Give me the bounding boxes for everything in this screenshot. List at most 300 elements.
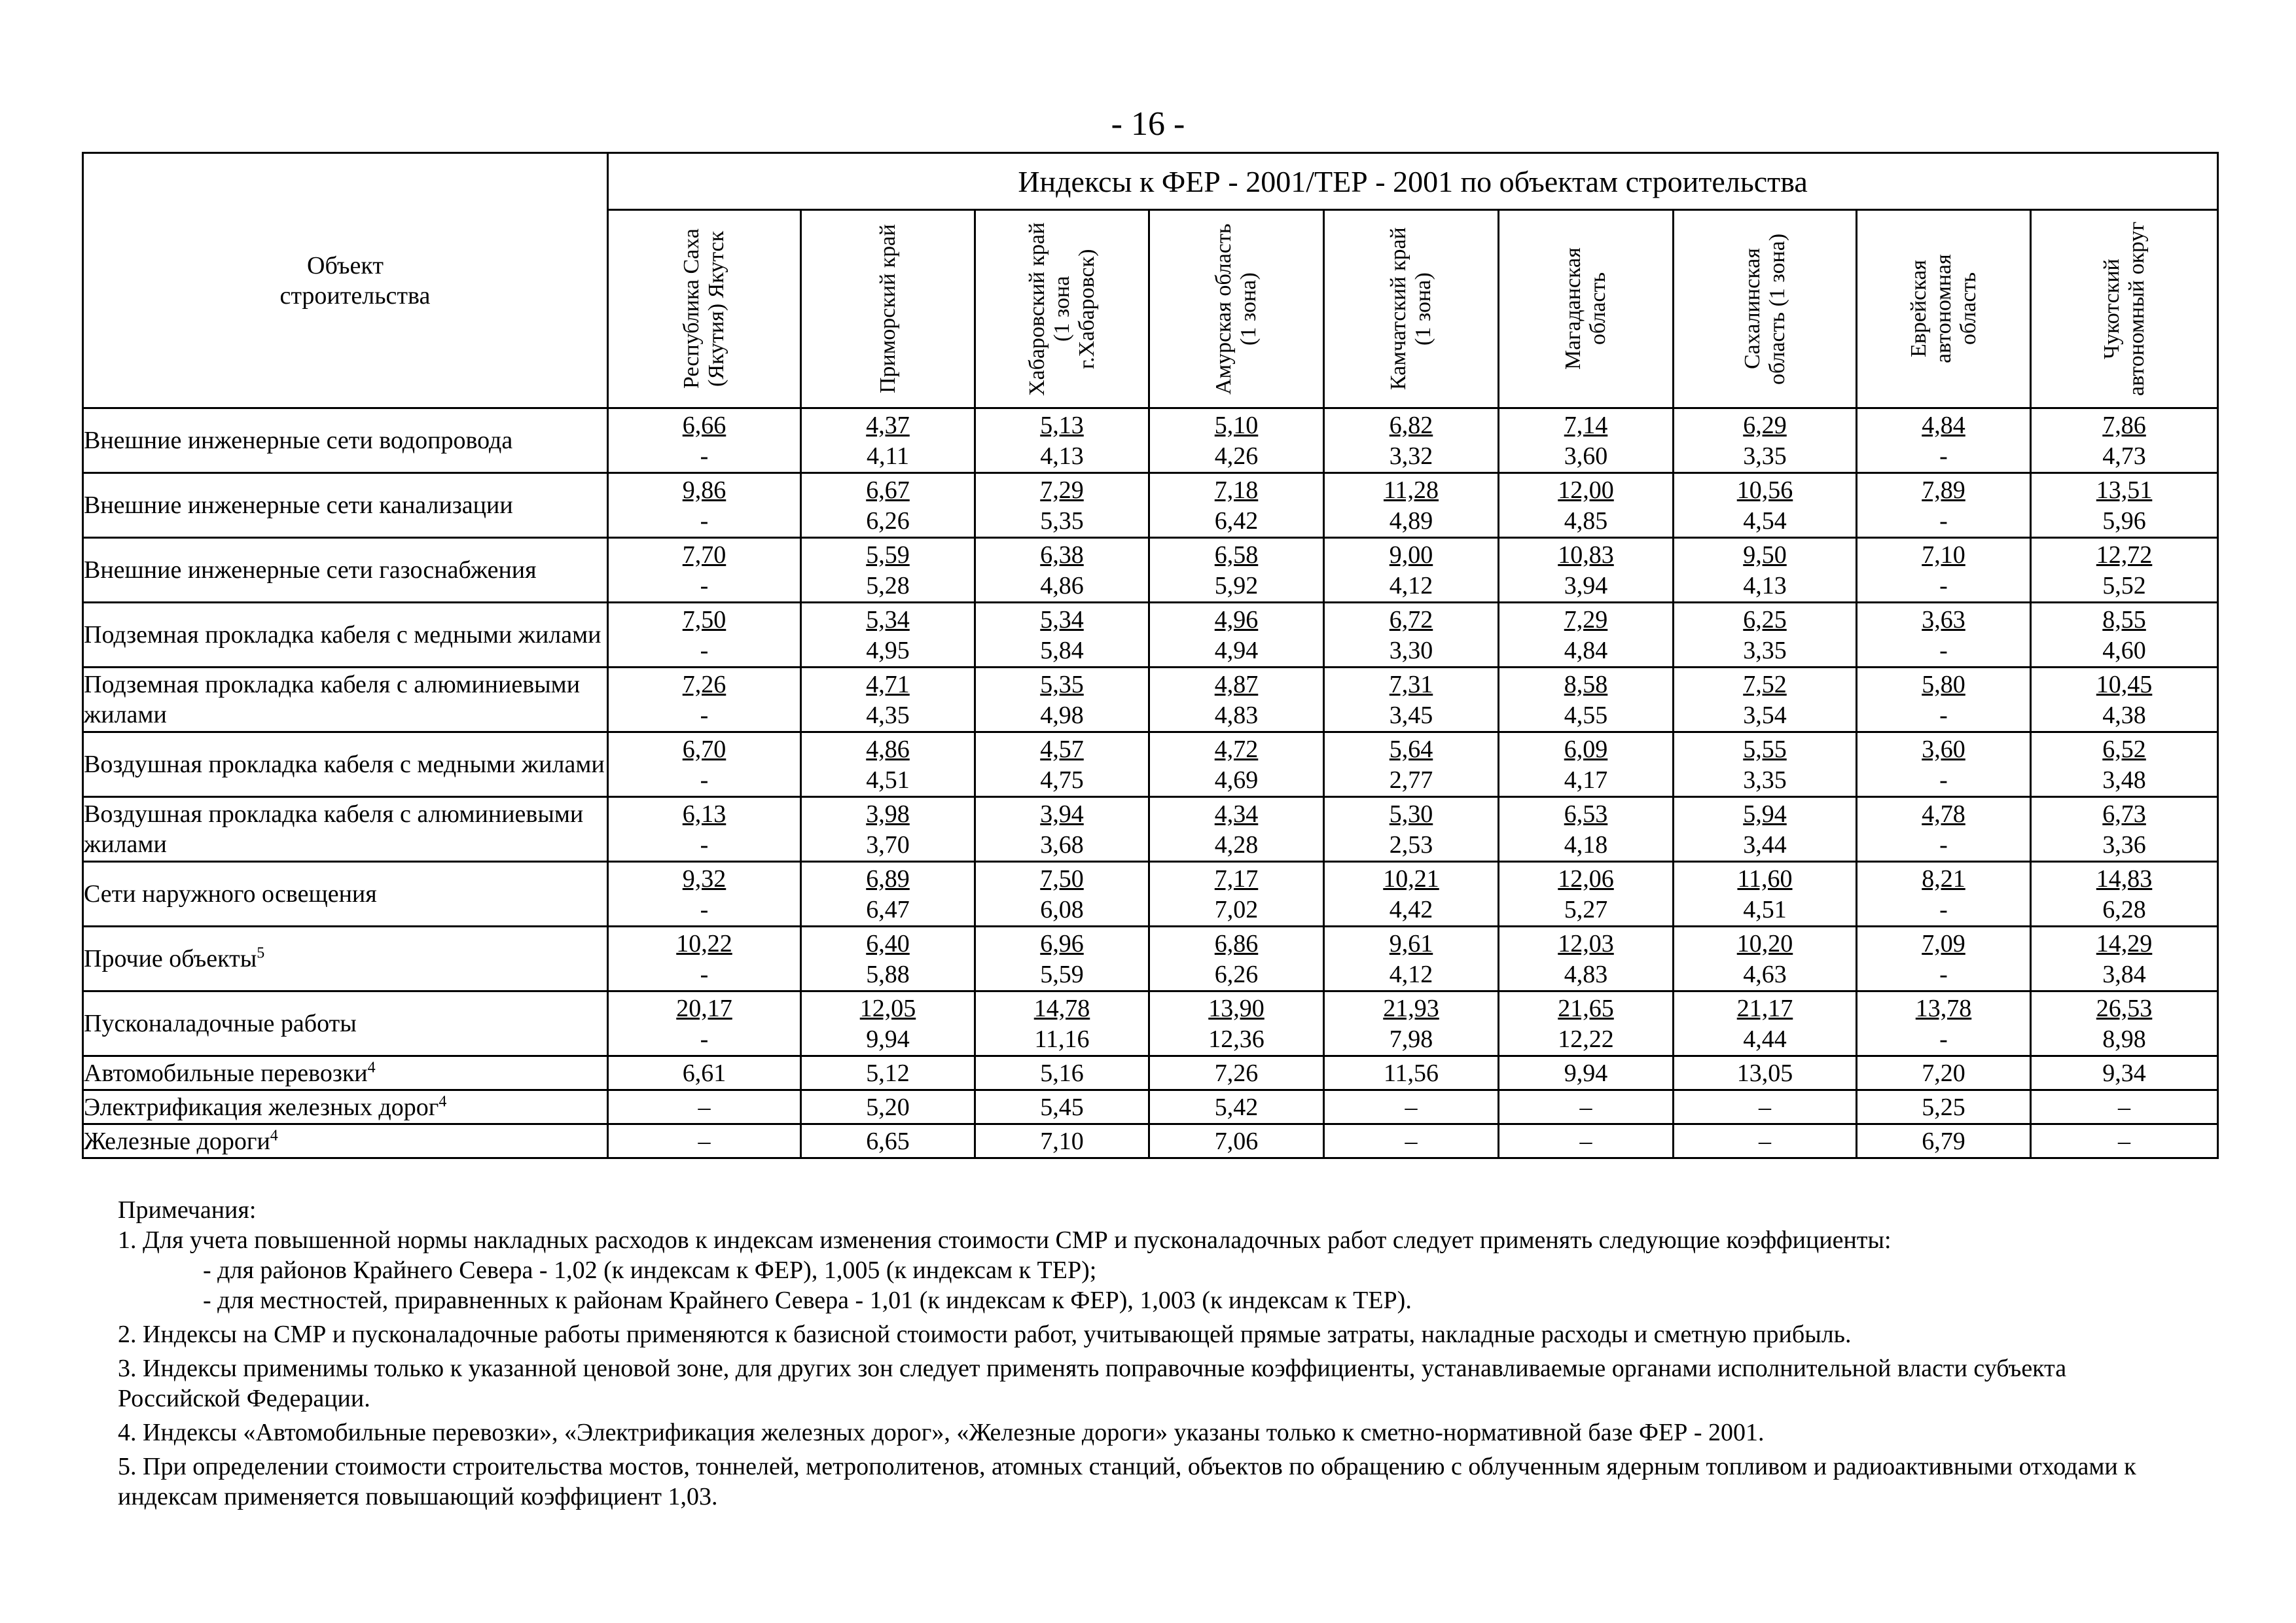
fer-value: 7,52: [1743, 671, 1787, 698]
index-cell: –: [608, 1124, 801, 1158]
row-name-text: Пусконаладочные работы: [84, 1010, 357, 1037]
footnote-mark: 4: [367, 1058, 376, 1076]
fer-value: 10,22: [676, 930, 732, 957]
row-name-text: Электрификация железных дорог: [84, 1093, 439, 1121]
fer-value: 8,58: [1564, 671, 1608, 698]
footnote-mark: 5: [257, 944, 265, 962]
row-name: [83, 668, 608, 732]
fer-value: 6,67: [866, 476, 910, 504]
ter-value: 6,42: [1214, 507, 1259, 535]
index-cell: [1324, 668, 1499, 732]
index-cell: [608, 473, 801, 538]
ter-value: 6,26: [1214, 961, 1259, 988]
fer-value: 21,93: [1383, 995, 1439, 1022]
ter-value: -: [700, 637, 709, 664]
ter-value: 6,08: [1040, 896, 1084, 923]
index-cell: [801, 668, 975, 732]
ter-value: 4,55: [1564, 702, 1608, 729]
index-cell: [801, 862, 975, 927]
fer-value: 6,73: [2102, 800, 2146, 828]
ter-value: 3,35: [1743, 766, 1787, 794]
row-name-text: Подземная прокладка кабеля с медными жилами: [84, 621, 601, 649]
ter-value: 3,35: [1743, 637, 1787, 664]
ter-value: 5,59: [1040, 961, 1084, 988]
fer-value: 11,60: [1737, 865, 1793, 893]
row-name: [83, 1056, 608, 1090]
index-cell: [801, 797, 975, 862]
fer-value: 4,37: [866, 412, 910, 439]
region-header: [1857, 210, 2031, 408]
table-row: [83, 732, 2218, 797]
index-cell: [1149, 603, 1324, 668]
fer-value: 10,83: [1558, 541, 1614, 569]
fer-value: 4,96: [1214, 606, 1259, 633]
region-header-text: Амурская область (1 зона): [1211, 223, 1261, 395]
ter-value: -: [1939, 572, 1948, 599]
ter-value: 4,51: [1743, 896, 1787, 923]
index-cell: [975, 862, 1149, 927]
ter-value: -: [1939, 637, 1948, 664]
fer-value: 7,17: [1214, 865, 1259, 893]
ter-value: 4,11: [866, 442, 910, 470]
fer-value: 3,98: [866, 800, 910, 828]
index-cell: [2031, 603, 2218, 668]
ter-value: 5,88: [866, 961, 910, 988]
row-name-text: Внешние инженерные сети газоснабжения: [84, 556, 537, 584]
fer-value: 6,72: [1389, 606, 1433, 633]
ter-value: 3,35: [1743, 442, 1787, 470]
notes-section: [118, 1195, 2186, 1512]
ter-value: 6,26: [866, 507, 910, 535]
fer-value: 7,70: [682, 541, 726, 569]
ter-value: 5,27: [1564, 896, 1608, 923]
notes-title: Примечания:: [118, 1196, 257, 1224]
index-cell: [975, 473, 1149, 538]
index-cell: 9,94: [1499, 1056, 1674, 1090]
ter-value: 5,96: [2102, 507, 2146, 535]
index-cell: [975, 927, 1149, 991]
fer-value: 6,29: [1743, 412, 1787, 439]
fer-value: 14,83: [2096, 865, 2153, 893]
index-cell: 9,34: [2031, 1056, 2218, 1090]
row-name: [83, 991, 608, 1056]
fer-value: 5,55: [1743, 736, 1787, 763]
index-cell: [1674, 991, 1857, 1056]
row-name: [83, 862, 608, 927]
ter-value: 2,77: [1389, 766, 1433, 794]
index-cell: [1324, 538, 1499, 603]
index-cell: [1149, 668, 1324, 732]
ter-value: -: [700, 1026, 709, 1053]
fer-value: 4,71: [866, 671, 910, 698]
table-row: [83, 927, 2218, 991]
index-cell: [801, 408, 975, 473]
row-name-text: Железные дороги: [84, 1127, 270, 1155]
index-cell: [2031, 732, 2218, 797]
table-row: [83, 1056, 2218, 1090]
ter-value: 3,44: [1743, 831, 1787, 859]
index-cell: [608, 991, 801, 1056]
index-cell: 7,20: [1857, 1056, 2031, 1090]
fer-value: 7,10: [1922, 541, 1965, 569]
index-cell: –: [1499, 1090, 1674, 1124]
ter-value: 4,73: [2102, 442, 2146, 470]
ter-value: 4,17: [1564, 766, 1608, 794]
index-cell: [975, 732, 1149, 797]
fer-value: 9,61: [1389, 930, 1433, 957]
fer-value: 9,00: [1389, 541, 1433, 569]
fer-value: 10,20: [1736, 930, 1793, 957]
index-cell: [1324, 732, 1499, 797]
ter-value: 4,26: [1214, 442, 1259, 470]
index-cell: 7,06: [1149, 1124, 1324, 1158]
ter-value: -: [700, 572, 709, 599]
index-cell: [975, 797, 1149, 862]
fer-value: 4,87: [1214, 671, 1259, 698]
ter-value: 4,42: [1389, 896, 1433, 923]
ter-value: 3,60: [1564, 442, 1608, 470]
page-number: - 16 -: [1111, 105, 1185, 143]
index-cell: [1324, 797, 1499, 862]
index-cell: [1857, 732, 2031, 797]
index-cell: [1499, 927, 1674, 991]
ter-value: -: [700, 442, 709, 470]
index-cell: [1149, 473, 1324, 538]
index-cell: [1499, 797, 1674, 862]
note-2: 2. Индексы на СМР и пусконаладочные работы применяются к базисной стоимости работ, учитывающей прямые затраты, накладные расходы и сметную прибыль.: [118, 1321, 1852, 1348]
fer-value: 5,59: [866, 541, 910, 569]
ter-value: 4,12: [1389, 961, 1433, 988]
fer-value: 9,86: [682, 476, 726, 504]
table-row: [83, 862, 2218, 927]
ter-value: -: [700, 766, 709, 794]
region-header-text: Республика Саха (Якутия) Якутск: [679, 228, 728, 389]
ter-value: 4,35: [866, 702, 910, 729]
index-cell: –: [1324, 1090, 1499, 1124]
ter-value: 7,02: [1214, 896, 1259, 923]
ter-value: 4,13: [1040, 442, 1084, 470]
index-cell: [1499, 538, 1674, 603]
ter-value: 4,85: [1564, 507, 1608, 535]
index-cell: [608, 797, 801, 862]
fer-value: 8,21: [1922, 865, 1965, 893]
row-name-text: Внешние инженерные сети канализации: [84, 491, 513, 519]
table-row: [83, 538, 2218, 603]
index-cell: 5,25: [1857, 1090, 2031, 1124]
fer-value: 13,90: [1208, 995, 1265, 1022]
index-cell: [1674, 473, 1857, 538]
ter-value: 4,13: [1743, 572, 1787, 599]
index-cell: [1857, 991, 2031, 1056]
index-cell: [801, 603, 975, 668]
index-cell: –: [2031, 1090, 2218, 1124]
index-cell: 6,79: [1857, 1124, 2031, 1158]
fer-value: 5,13: [1040, 412, 1084, 439]
ter-value: 4,95: [866, 637, 910, 664]
region-header-text: Хабаровский край (1 зона г.Хабаровск): [1024, 222, 1099, 396]
fer-value: 9,32: [682, 865, 726, 893]
note-1b: - для местностей, приравненных к районам Крайнего Севера - 1,01 (к индексам к ФЕР), 1,003 (к индексам к ТЕР).: [203, 1287, 1412, 1314]
index-cell: [608, 603, 801, 668]
ter-value: 6,47: [866, 896, 910, 923]
note-4: 4. Индексы «Автомобильные перевозки», «Электрификация железных дорог», «Железные дороги» указаны только к сметно-нормативной базе ФЕР - 2001.: [118, 1419, 1765, 1446]
fer-value: 10,45: [2096, 671, 2153, 698]
fer-value: 12,00: [1558, 476, 1614, 504]
index-cell: [1857, 603, 2031, 668]
index-cell: 5,16: [975, 1056, 1149, 1090]
index-cell: 7,26: [1149, 1056, 1324, 1090]
index-cell: [608, 538, 801, 603]
fer-value: 5,34: [866, 606, 910, 633]
region-header: [2031, 210, 2218, 408]
ter-value: 4,28: [1214, 831, 1259, 859]
ter-value: 4,63: [1743, 961, 1787, 988]
index-cell: 5,12: [801, 1056, 975, 1090]
fer-value: 6,70: [682, 736, 726, 763]
ter-value: -: [1939, 961, 1948, 988]
index-cell: [801, 732, 975, 797]
index-cell: [1674, 408, 1857, 473]
ter-value: -: [1939, 702, 1948, 729]
footnote-mark: 4: [439, 1092, 447, 1110]
fer-value: 5,10: [1214, 412, 1259, 439]
index-cell: [2031, 862, 2218, 927]
index-cell: 13,05: [1674, 1056, 1857, 1090]
row-name: [83, 927, 608, 991]
ter-value: -: [700, 831, 709, 859]
ter-value: 4,51: [866, 766, 910, 794]
ter-value: -: [1939, 766, 1948, 794]
index-cell: [2031, 538, 2218, 603]
ter-value: 4,94: [1214, 637, 1259, 664]
ter-value: 4,38: [2102, 702, 2146, 729]
ter-value: -: [700, 507, 709, 535]
ter-value: 3,32: [1389, 442, 1433, 470]
index-cell: [1324, 603, 1499, 668]
index-cell: 5,42: [1149, 1090, 1324, 1124]
ter-value: 3,84: [2102, 961, 2146, 988]
ter-value: 4,12: [1389, 572, 1433, 599]
index-cell: [1149, 927, 1324, 991]
index-cell: [975, 668, 1149, 732]
table-row: [83, 603, 2218, 668]
region-header: [1149, 210, 1324, 408]
index-cell: [1674, 862, 1857, 927]
region-header: [1674, 210, 1857, 408]
ter-value: -: [700, 961, 709, 988]
ter-value: 4,84: [1564, 637, 1608, 664]
index-cell: [2031, 927, 2218, 991]
fer-value: 20,17: [676, 995, 732, 1022]
fer-value: 6,58: [1214, 541, 1259, 569]
index-cell: 5,20: [801, 1090, 975, 1124]
fer-value: 9,50: [1743, 541, 1787, 569]
fer-value: 5,30: [1389, 800, 1433, 828]
fer-value: 7,26: [682, 671, 726, 698]
fer-value: 5,80: [1922, 671, 1965, 698]
fer-value: 7,31: [1389, 671, 1433, 698]
region-header: [975, 210, 1149, 408]
row-name: [83, 1124, 608, 1158]
ter-value: 5,28: [866, 572, 910, 599]
index-cell: 5,45: [975, 1090, 1149, 1124]
table-row: [83, 797, 2218, 862]
fer-value: 6,89: [866, 865, 910, 893]
note-3: 3. Индексы применимы только к указанной ценовой зоне, для других зон следует применять поправочные коэффициенты, устанавливаемые органами исполнительной власти субъекта Российской Федерации.: [118, 1355, 2067, 1412]
index-cell: [1857, 927, 2031, 991]
index-cell: [975, 408, 1149, 473]
footnote-mark: 4: [270, 1126, 278, 1144]
index-cell: [1674, 668, 1857, 732]
ter-value: 6,28: [2102, 896, 2146, 923]
fer-value: 26,53: [2096, 995, 2153, 1022]
ter-value: 3,48: [2102, 766, 2146, 794]
ter-value: 3,30: [1389, 637, 1433, 664]
fer-value: 4,72: [1214, 736, 1259, 763]
index-cell: [1499, 732, 1674, 797]
row-name: [83, 408, 608, 473]
row-name-text: Воздушная прокладка кабеля с медными жилами: [84, 751, 605, 778]
index-cell: [1499, 862, 1674, 927]
index-cell: [1499, 991, 1674, 1056]
region-header-text: Приморский край: [875, 224, 900, 394]
index-cell: [1857, 668, 2031, 732]
ter-value: 4,69: [1214, 766, 1259, 794]
row-name: [83, 538, 608, 603]
fer-value: 13,78: [1915, 995, 1972, 1022]
ter-value: 4,60: [2102, 637, 2146, 664]
index-cell: –: [608, 1090, 801, 1124]
index-cell: 6,65: [801, 1124, 975, 1158]
index-cell: [2031, 408, 2218, 473]
index-cell: [1149, 408, 1324, 473]
fer-value: 12,05: [859, 995, 916, 1022]
ter-value: -: [1939, 831, 1948, 859]
fer-value: 5,64: [1389, 736, 1433, 763]
ter-value: 12,36: [1208, 1026, 1265, 1053]
fer-value: 14,78: [1033, 995, 1090, 1022]
index-cell: [2031, 473, 2218, 538]
index-cell: [1674, 732, 1857, 797]
fer-value: 6,09: [1564, 736, 1608, 763]
index-cell: [1674, 797, 1857, 862]
row-name-text: Сети наружного освещения: [84, 880, 377, 908]
ter-value: 8,98: [2102, 1026, 2146, 1053]
ter-value: 5,52: [2102, 572, 2146, 599]
fer-value: 21,17: [1736, 995, 1793, 1022]
ter-value: 5,92: [1214, 572, 1259, 599]
index-cell: [1149, 862, 1324, 927]
ter-value: 3,94: [1564, 572, 1608, 599]
row-name-text: Внешние инженерные сети водопровода: [84, 427, 513, 454]
region-header-text: Камчатский край (1 зона): [1386, 227, 1435, 391]
fer-value: 12,06: [1558, 865, 1614, 893]
index-cell: 7,10: [975, 1124, 1149, 1158]
index-cell: [801, 473, 975, 538]
ter-value: -: [700, 702, 709, 729]
note-5: 5. При определении стоимости строительства мостов, тоннелей, метрополитенов, атомных станций, объектов по обращению с облученным ядерным топливом и радиоактивными отходами к индексам применяется повышающий коэффициент 1,03.: [118, 1453, 2136, 1510]
object-header-text: Объект строительства: [279, 251, 431, 310]
index-cell: 6,61: [608, 1056, 801, 1090]
row-name: [83, 603, 608, 668]
index-cell: [1324, 408, 1499, 473]
fer-value: 12,03: [1558, 930, 1614, 957]
note-1: 1. Для учета повышенной нормы накладных расходов к индексам изменения стоимости СМР и пусконаладочных работ следует применять следующие коэффициенты:: [118, 1226, 1892, 1254]
index-cell: [2031, 797, 2218, 862]
region-header: [1324, 210, 1499, 408]
fer-value: 4,57: [1040, 736, 1084, 763]
index-cell: [1499, 668, 1674, 732]
ter-value: 4,83: [1564, 961, 1608, 988]
index-cell: [608, 927, 801, 991]
index-cell: [1149, 797, 1324, 862]
index-cell: [1324, 991, 1499, 1056]
ter-value: 4,98: [1040, 702, 1084, 729]
ter-value: 12,22: [1558, 1026, 1614, 1053]
fer-value: 7,29: [1564, 606, 1608, 633]
fer-value: 7,18: [1214, 476, 1259, 504]
row-name: [83, 473, 608, 538]
index-cell: [1149, 538, 1324, 603]
ter-value: 4,86: [1040, 572, 1084, 599]
fer-value: 7,50: [682, 606, 726, 633]
fer-value: 6,25: [1743, 606, 1787, 633]
fer-value: 10,21: [1383, 865, 1439, 893]
fer-value: 14,29: [2096, 930, 2153, 957]
index-cell: [1857, 473, 2031, 538]
fer-value: 6,66: [682, 412, 726, 439]
index-cell: [975, 991, 1149, 1056]
fer-value: 6,82: [1389, 412, 1433, 439]
index-cell: [1857, 797, 2031, 862]
object-column-header: [83, 153, 608, 408]
ter-value: 3,45: [1389, 702, 1433, 729]
fer-value: 6,38: [1040, 541, 1084, 569]
region-header-text: Еврейская автономная область: [1906, 254, 1981, 364]
ter-value: 4,83: [1214, 702, 1259, 729]
ter-value: 5,35: [1040, 507, 1084, 535]
index-cell: [801, 538, 975, 603]
row-name-text: Подземная прокладка кабеля с алюминиевыми жилами: [84, 671, 581, 728]
ter-value: 5,84: [1040, 637, 1084, 664]
ter-value: 4,54: [1743, 507, 1787, 535]
ter-value: 9,94: [866, 1026, 910, 1053]
fer-value: 7,29: [1040, 476, 1084, 504]
index-cell: [1324, 473, 1499, 538]
ter-value: 11,16: [1034, 1026, 1090, 1053]
ter-value: 4,18: [1564, 831, 1608, 859]
fer-value: 7,09: [1922, 930, 1965, 957]
index-cell: [1674, 603, 1857, 668]
fer-value: 21,65: [1558, 995, 1614, 1022]
region-header-text: Сахалинская область (1 зона): [1740, 233, 1789, 385]
price-index-table: [82, 152, 2219, 1159]
ter-value: 4,44: [1743, 1026, 1787, 1053]
ter-value: 4,89: [1389, 507, 1433, 535]
fer-value: 12,72: [2096, 541, 2153, 569]
index-cell: –: [1499, 1124, 1674, 1158]
region-header-text: Чукотский автономный округ: [2099, 221, 2149, 397]
fer-value: 4,34: [1214, 800, 1259, 828]
fer-value: 10,56: [1736, 476, 1793, 504]
fer-value: 4,84: [1922, 412, 1965, 439]
fer-value: 5,94: [1743, 800, 1787, 828]
index-cell: –: [1674, 1090, 1857, 1124]
index-cell: [1499, 408, 1674, 473]
fer-value: 6,53: [1564, 800, 1608, 828]
row-name: [83, 732, 608, 797]
ter-value: 3,70: [866, 831, 910, 859]
